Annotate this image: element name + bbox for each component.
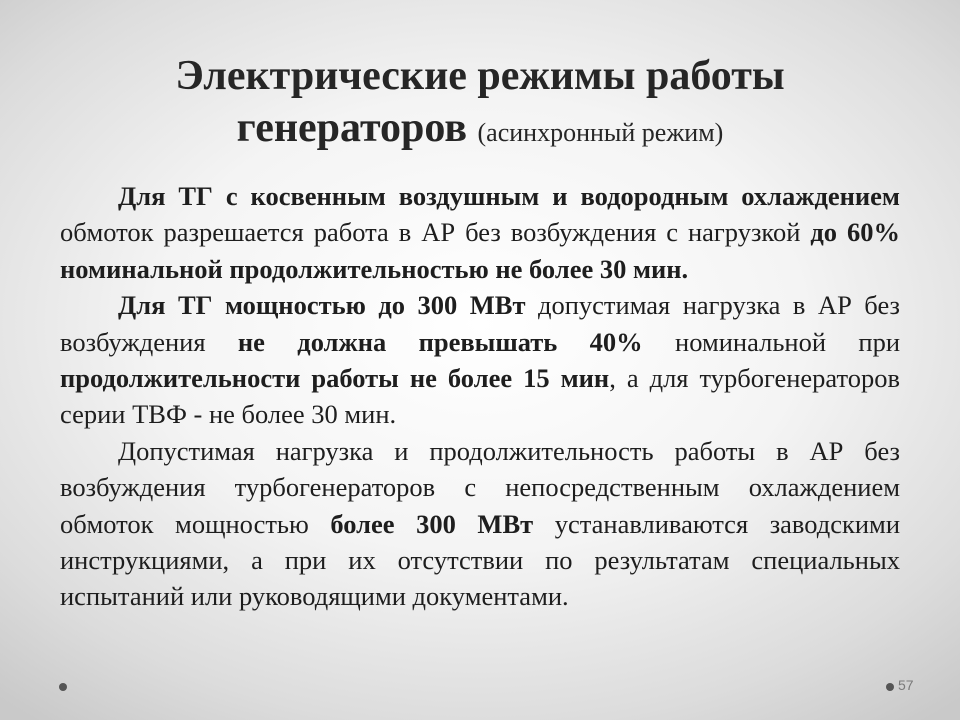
title-line-2 — [60, 102, 900, 159]
title-subtitle: (асинхронный режим) — [477, 118, 724, 147]
footer-bullet-right-icon — [886, 683, 894, 691]
paragraph-3-bold-1: более 300 МВт — [330, 508, 534, 539]
paragraph-1-bold-2: до 60% номинальной продолжительностью не более 30 мин. — [60, 217, 900, 284]
paragraph-2 — [60, 287, 900, 433]
title-main: генераторов — [236, 105, 468, 151]
paragraph-1-text-1: обмоток разрешается работа в АР без возбуждения с нагрузкой — [60, 217, 811, 248]
paragraph-2-bold-3: продолжительности работы не более 15 мин — [60, 363, 610, 394]
paragraph-1 — [60, 178, 900, 287]
title-line-1: Электрические режимы работы — [175, 53, 785, 99]
paragraph-3-text-2: устанавливаются заводскими инструкциями, а при их отсутствии по результатам специальных испытаний или руководящими документами. — [60, 508, 900, 612]
paragraph-1-bold-1: Для ТГ с косвенным воздушным и водородным охлаждением — [118, 181, 900, 211]
footer-bullet-left-icon — [59, 683, 67, 691]
paragraph-2-bold-2: не должна превышать 40% — [237, 326, 643, 357]
paragraph-3-text-1: Допустимая нагрузка и продолжительность работы в АР без возбуждения турбогенераторов с непосредственным охлаждением обмоток мощностью — [60, 435, 900, 539]
slide-title — [60, 50, 900, 159]
slide-body — [60, 178, 900, 615]
page-number: 57 — [898, 677, 914, 693]
paragraph-2-bold-1: Для ТГ мощностью до 300 МВт — [118, 290, 526, 321]
paragraph-3 — [60, 433, 900, 615]
paragraph-2-text-2: номинальной при — [642, 326, 901, 357]
paragraph-2-text-1: допустимая нагрузка в АР без возбуждения — [60, 290, 900, 357]
paragraph-2-text-3: , а для турбогенераторов серии ТВФ - не более 30 мин. — [60, 363, 901, 430]
